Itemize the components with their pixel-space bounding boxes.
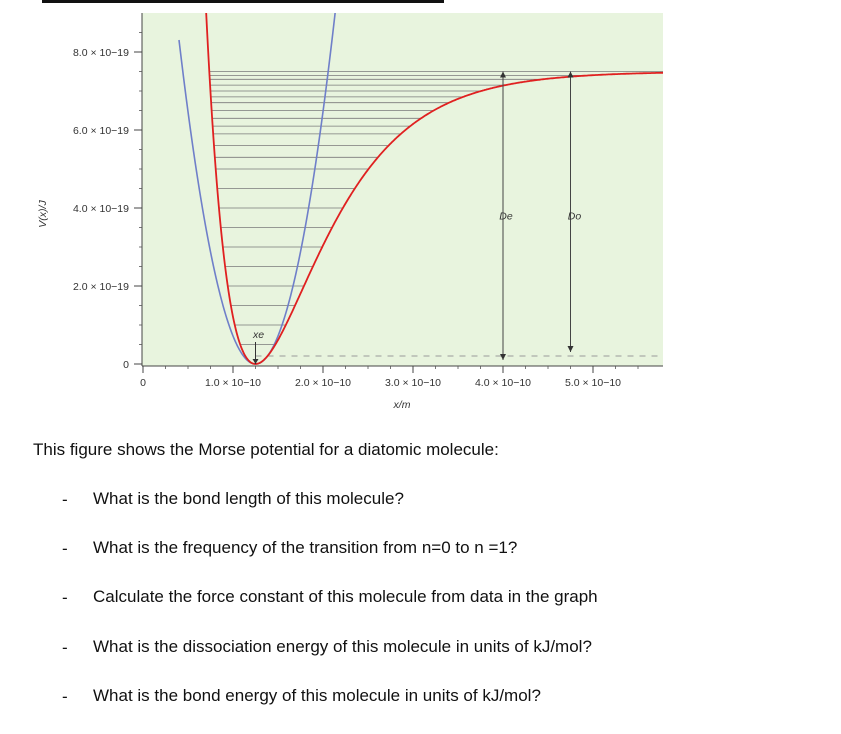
question-dissociation-energy: What is the dissociation energy of this molecule in units of kJ/mol? (93, 636, 592, 656)
y-tick-label: 2.0 × 10−19 (72, 281, 129, 293)
question-bond-length: What is the bond length of this molecule? (93, 489, 404, 508)
y-axis-label: V(x)/J (37, 200, 49, 228)
x-tick-label: 5.0 × 10−10 (564, 377, 622, 389)
y-tick-label: 0 (123, 359, 129, 371)
y-tick-label: 6.0 × 10−19 (72, 125, 129, 137)
de-label: De (499, 210, 513, 223)
plot-background (142, 13, 663, 366)
x-tick-label: 1.0 × 10−10 (204, 377, 262, 389)
y-tick-label: 4.0 × 10−19 (72, 203, 129, 215)
question-bond-energy: What is the bond energy of this molecule in units of kJ/mol? (93, 685, 541, 705)
intro-text: This figure shows the Morse potential for a diatomic molecule: (33, 440, 499, 459)
question-force-constant: Calculate the force constant of this molecule from data in the graph (93, 587, 598, 607)
y-tick-label: 8.0 × 10−19 (72, 47, 129, 59)
bullet-dash: - (62, 539, 68, 559)
do-label: Do (567, 210, 582, 223)
bullet-dash: - (62, 637, 68, 657)
xe-label: xe (252, 329, 265, 341)
bullet-dash: - (62, 490, 68, 509)
x-tick-label: 0 (140, 377, 146, 389)
x-tick-label: 3.0 × 10−10 (384, 377, 442, 389)
bullet-dash: - (62, 686, 68, 706)
x-tick-label: 4.0 × 10−10 (474, 377, 532, 389)
x-tick-label: 2.0 × 10−10 (294, 377, 352, 389)
x-axis-label: x/m (393, 399, 411, 411)
bullet-dash: - (62, 588, 68, 608)
question-frequency: What is the frequency of the transition from n=0 to n =1? (93, 538, 518, 558)
